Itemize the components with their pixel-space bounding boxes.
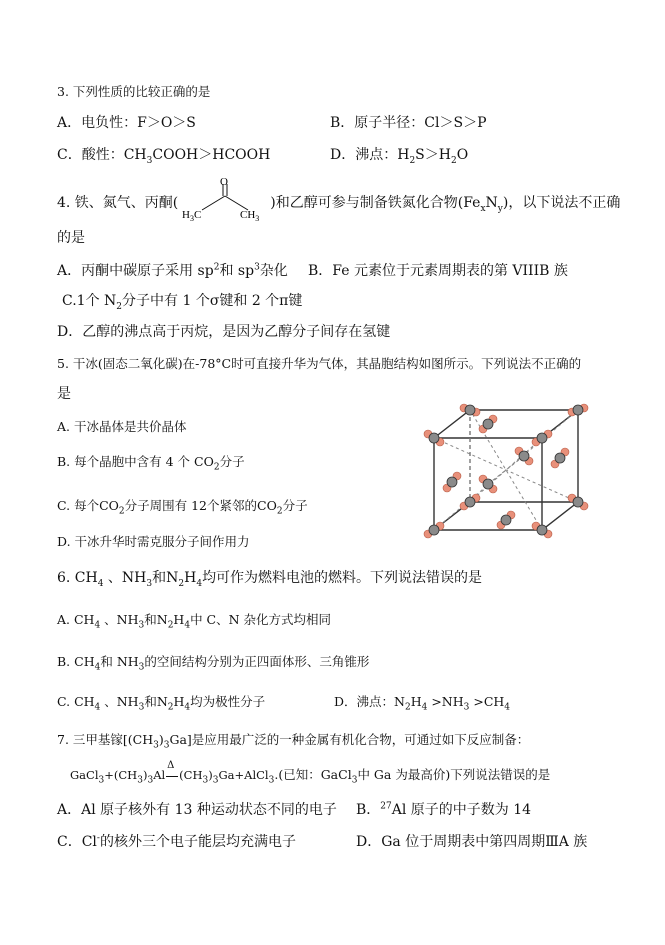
q5-option-d: D. 干冰升华时需克服分子间作用力 bbox=[57, 534, 250, 549]
svg-text:CH3 bbox=[240, 209, 259, 222]
q6-option-b: B. $CH_4$和 $NH_3$的空间结构分别为正四面体形、三角锥形 bbox=[57, 654, 370, 673]
q5-option-c: C. 每个$CO_2$分子周围有 12个紧邻的$CO_2$分子 bbox=[57, 498, 308, 517]
acetone-sub-3: 3 bbox=[189, 214, 194, 222]
acetone-ch-label: CH bbox=[240, 209, 256, 221]
q6-option-c: C. $CH_4$ 、$NH_3$和$N_2H_4$均为极性分子 bbox=[57, 694, 266, 713]
q5-stem-line2: 是 bbox=[57, 386, 71, 402]
q7-stem: 7. 三甲基镓$[(CH_3)_3Ga]$是应用最广泛的一种金属有机化合物，可通过如下反应制备： bbox=[57, 732, 530, 751]
carbon-atom bbox=[429, 525, 439, 535]
dry-ice-unit-cell-figure bbox=[410, 400, 590, 542]
q7-option-a: A．Al 原子核外有 13 种运动状态不同的电子 bbox=[57, 802, 337, 818]
q4-option-b: B．Fe 元素位于元素周期表的第 VIIIB 族 bbox=[308, 263, 568, 279]
q5-option-a: A. 干冰晶体是共价晶体 bbox=[57, 419, 187, 434]
q4-option-a: A．丙酮中碳原子采用 $sp^2$和 $sp^3$杂化 bbox=[57, 262, 288, 279]
carbon-atom bbox=[483, 419, 493, 429]
carbon-atom bbox=[429, 433, 439, 443]
q7-option-b: B．$^{27}$Al 原子的中子数为 14 bbox=[356, 801, 532, 818]
q7-option-c: C．Cl-的核外三个电子能层均充满电子 bbox=[57, 833, 296, 850]
carbon-atom bbox=[465, 405, 475, 415]
heat-delta-symbol: Δ bbox=[167, 760, 175, 771]
carbon-atom bbox=[555, 453, 565, 463]
q6-option-d: D．沸点：$N_2H_4 >NH_3 >CH_4$ bbox=[334, 694, 511, 713]
q4-option-d: D．乙醇的沸点高于丙烷，是因为乙醇分子间存在氢键 bbox=[57, 324, 391, 340]
acetone-o-label: O bbox=[220, 176, 228, 188]
carbon-atom bbox=[447, 477, 457, 487]
carbon-atom bbox=[465, 497, 475, 507]
carbon-atom bbox=[519, 451, 529, 461]
svg-text:H3C bbox=[182, 209, 201, 222]
acetone-sub-3b: 3 bbox=[255, 214, 260, 222]
q7-option-d: D．Ga 位于周期表中第四周期ⅢA 族 bbox=[356, 834, 588, 850]
q3-option-d: D．沸点：$H_2S>H_2O$ bbox=[330, 147, 469, 166]
acetone-h-label: H bbox=[182, 209, 190, 221]
carbon-atom bbox=[537, 525, 547, 535]
carbon-atom bbox=[573, 497, 583, 507]
q3-option-a: A．电负性：F＞O＞S bbox=[57, 115, 196, 131]
carbon-atom bbox=[573, 405, 583, 415]
q7-reaction-line bbox=[70, 760, 551, 786]
q7-known-condition: .(已知：GaCl$_3$中 Ga 为最高价)下列说法错误的是 bbox=[274, 767, 551, 786]
q5-option-b: B. 每个晶胞中含有 4 个 $CO_2$分子 bbox=[57, 454, 245, 473]
q6-option-a: A. $CH_4$ 、$NH_3$和$N_2H_4$中 C、N 杂化方式均相同 bbox=[57, 612, 332, 631]
carbon-atom bbox=[501, 515, 511, 525]
q3-option-b: B．原子半径：Cl＞S＞P bbox=[330, 115, 487, 131]
q4-stem: 4. 铁、氮气、丙酮( )和乙醇可参与制备铁氮化合物$(Fe_xN_y)$，以下说法不正确 bbox=[57, 195, 621, 214]
acetone-structure bbox=[180, 176, 272, 222]
carbon-atom bbox=[537, 433, 547, 443]
q4-option-c: C.1个 $N_2$分子中有 1 个σ键和 2 个π键 bbox=[62, 293, 303, 312]
q5-stem: 5. 干冰(固态二氧化碳)在-78°C时可直接升华为气体，其晶胞结构如图所示。下列说法不正确的 bbox=[57, 356, 582, 371]
q6-stem: 6. $CH_4$ 、$NH_3$和$N_2H_4$均可作为燃料电池的燃料。下列说法错误的是 bbox=[57, 570, 483, 589]
q4-stem-line2: 的是 bbox=[57, 230, 85, 246]
q3-stem: 3. 下列性质的比较正确的是 bbox=[57, 84, 211, 99]
carbon-atom bbox=[483, 479, 493, 489]
acetone-c-label: C bbox=[193, 209, 202, 221]
q3-option-c: C．酸性：$CH_3COOH>HCOOH$ bbox=[57, 147, 271, 166]
q7-reaction-equation: $GaCl_3+(CH_3)_3Al$ Δ $(CH_3)_3Ga+AlCl_3$ bbox=[70, 768, 274, 782]
